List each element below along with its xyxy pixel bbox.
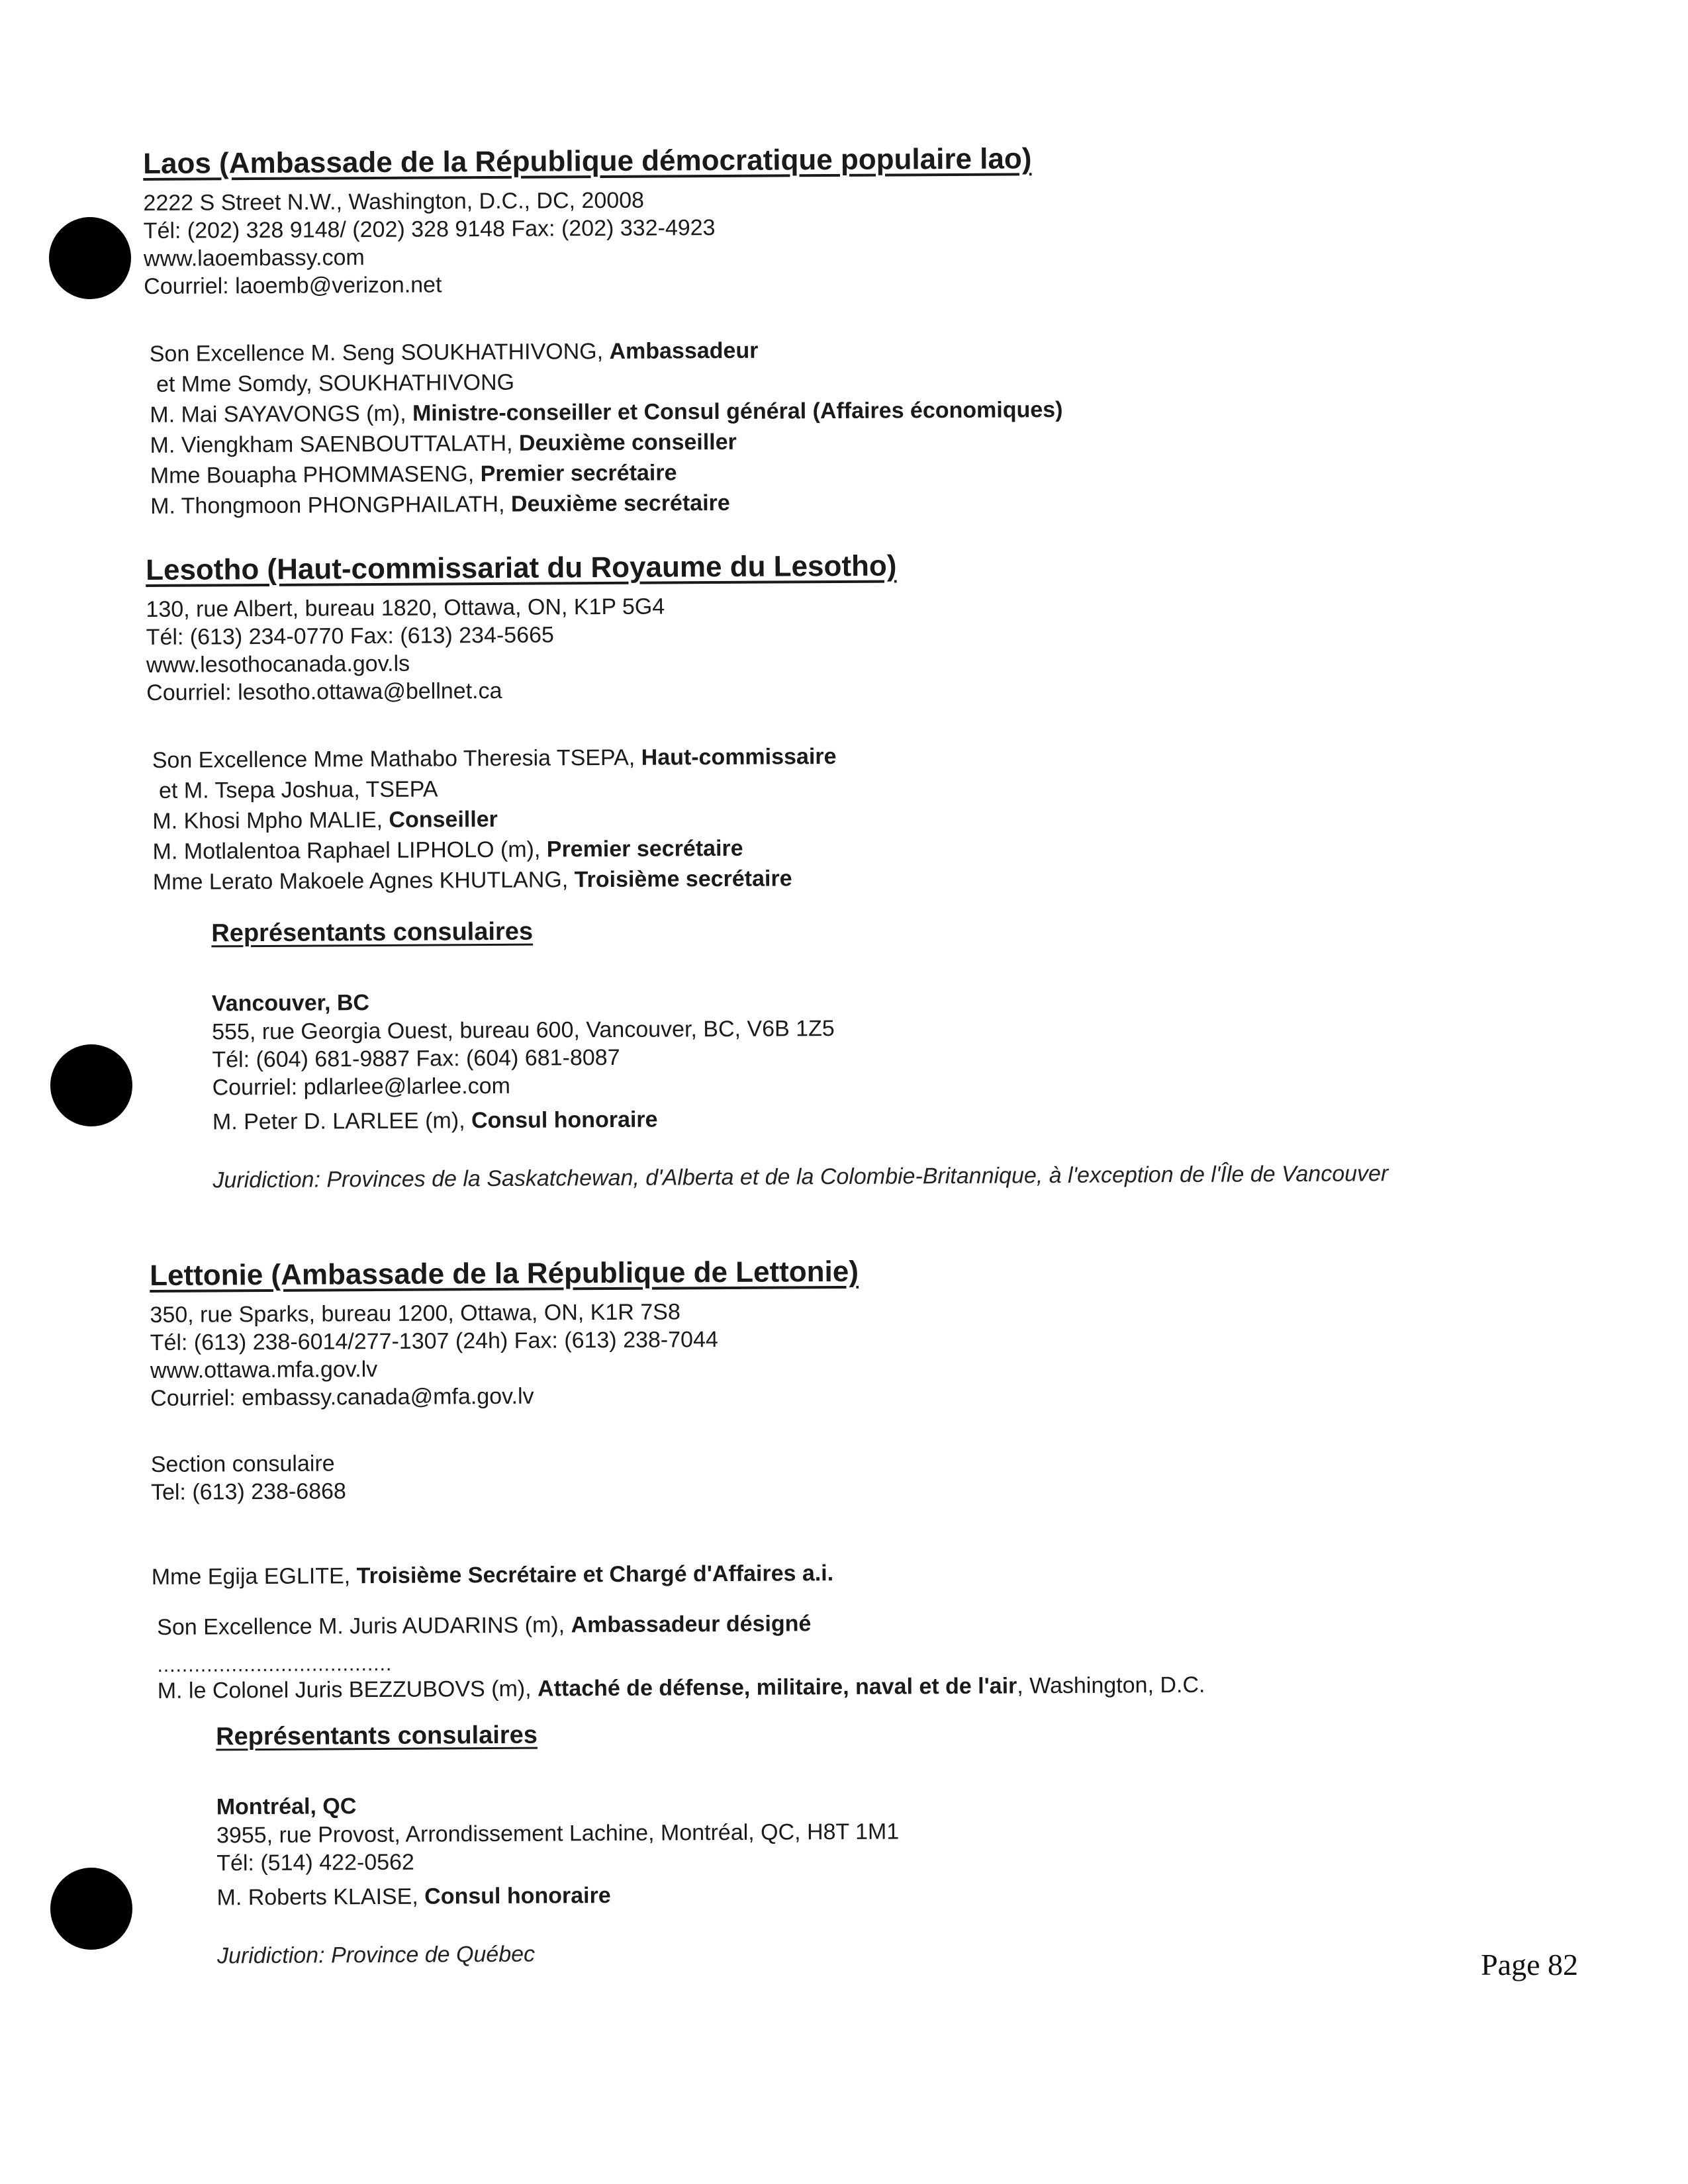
staff-row: M. Thongmoon PHONGPHAILATH, Deuxième secrétaire bbox=[150, 490, 730, 519]
email-link[interactable]: Courriel: lesotho.ottawa@bellnet.ca bbox=[146, 678, 502, 705]
staff-row: Mme Lerato Makoele Agnes KHUTLANG, Troisième secrétaire bbox=[152, 866, 792, 895]
staff-row: M. Khosi Mpho MALIE, Conseiller bbox=[152, 806, 498, 834]
consul-row: M. Peter D. LARLEE (m), Consul honoraire bbox=[212, 1107, 658, 1135]
staff-row: M. Motlalentoa Raphael LIPHOLO (m), Premier secrétaire bbox=[152, 835, 743, 864]
staff-row: M. le Colonel Juris BEZZUBOVS (m), Attaché de défense, militaire, naval et de l'air, Washington, D.C. bbox=[157, 1672, 1205, 1704]
staff-row: Mme Bouapha PHOMMASENG, Premier secrétaire bbox=[150, 460, 677, 488]
staff-row: Son Excellence M. Seng SOUKHATHIVONG, Ambassadeur bbox=[149, 338, 759, 367]
staff-row: et Mme Somdy, SOUKHATHIVONG bbox=[156, 369, 515, 397]
website-link[interactable]: www.ottawa.mfa.gov.lv bbox=[150, 1357, 378, 1383]
address: 2222 S Street N.W., Washington, D.C., DC, 20008 bbox=[143, 187, 645, 216]
consular-heading: Représentants consulaires bbox=[211, 917, 534, 948]
consular-section-phone: Tel: (613) 238-6868 bbox=[150, 1479, 347, 1505]
website-link[interactable]: www.lesothocanada.gov.ls bbox=[146, 651, 410, 678]
page-number: Page 82 bbox=[1481, 1948, 1578, 1981]
consulate-email-link[interactable]: Courriel: pdlarlee@larlee.com bbox=[212, 1073, 511, 1101]
punch-hole-top bbox=[49, 217, 131, 299]
staff-row: Son Excellence M. Juris AUDARINS (m), Ambassadeur désigné bbox=[157, 1611, 812, 1640]
consular-section-label: Section consulaire bbox=[150, 1451, 335, 1477]
consulate-address: 555, rue Georgia Ouest, bureau 600, Vancouver, BC, V6B 1Z5 bbox=[212, 1016, 835, 1045]
jurisdiction-note: Juridiction: Province de Québec bbox=[216, 1941, 536, 1969]
website-link[interactable]: www.laoembassy.com bbox=[143, 245, 365, 271]
address: 350, rue Sparks, bureau 1200, Ottawa, ON, K1R 7S8 bbox=[150, 1299, 680, 1328]
consulate-phone: Tél: (514) 422-0562 bbox=[216, 1849, 415, 1876]
consular-representatives bbox=[152, 1715, 1530, 1970]
punch-hole-middle bbox=[50, 1044, 132, 1126]
staff-row: Son Excellence Mme Mathabo Theresia TSEPA, Haut-commissaire bbox=[152, 743, 837, 773]
staff-row: M. Mai SAYAVONGS (m), Ministre-conseiller et Consul général (Affaires économiques) bbox=[150, 397, 1063, 428]
staff-row: et M. Tsepa Joshua, TSEPA bbox=[158, 776, 438, 803]
entry-heading: Lettonie (Ambassade de la République de Lettonie) bbox=[150, 1255, 859, 1292]
consulate-phone: Tél: (604) 681-9887 Fax: (604) 681-8087 bbox=[212, 1044, 620, 1073]
phone: Tél: (202) 328 9148/ (202) 328 9148 Fax: (202) 332-4923 bbox=[143, 215, 716, 244]
address: 130, rue Albert, bureau 1820, Ottawa, ON, K1P 5G4 bbox=[146, 594, 665, 622]
punch-hole-bottom bbox=[50, 1868, 132, 1950]
entry-lesotho bbox=[146, 545, 1526, 1195]
entry-heading: Laos (Ambassade de la République démocratique populaire lao) bbox=[143, 142, 1032, 180]
entry-heading: Lesotho (Haut-commissariat du Royaume du Lesotho) bbox=[146, 549, 897, 586]
email-link[interactable]: Courriel: laoemb@verizon.net bbox=[144, 272, 442, 299]
dotted-separator: ...................................... bbox=[157, 1653, 393, 1676]
consul-row: M. Roberts KLAISE, Consul honoraire bbox=[216, 1883, 611, 1911]
phone: Tél: (613) 234-0770 Fax: (613) 234-5665 bbox=[146, 622, 554, 650]
consular-representatives bbox=[148, 912, 1526, 1195]
phone: Tél: (613) 238-6014/277-1307 (24h) Fax: (613) 238-7044 bbox=[150, 1327, 718, 1355]
consulate-city: Montréal, QC bbox=[216, 1794, 357, 1820]
entry-laos bbox=[143, 139, 1522, 522]
jurisdiction-note: Juridiction: Provinces de la Saskatchewan, d'Alberta et de la Colombie-Britannique, à l'exception de l'Île de Vancouver bbox=[212, 1161, 1389, 1193]
email-link[interactable]: Courriel: embassy.canada@mfa.gov.lv bbox=[150, 1383, 534, 1411]
staff-row: M. Viengkham SAENBOUTTALATH, Deuxième conseiller bbox=[150, 429, 737, 458]
consular-heading: Représentants consulaires bbox=[216, 1721, 538, 1751]
entry-lettonie bbox=[150, 1251, 1530, 1970]
consulate-address: 3955, rue Provost, Arrondissement Lachine, Montréal, QC, H8T 1M1 bbox=[216, 1819, 900, 1848]
staff-row: Mme Egija EGLITE, Troisième Secrétaire et Chargé d'Affaires a.i. bbox=[151, 1561, 834, 1590]
consulate-city: Vancouver, BC bbox=[211, 990, 370, 1017]
